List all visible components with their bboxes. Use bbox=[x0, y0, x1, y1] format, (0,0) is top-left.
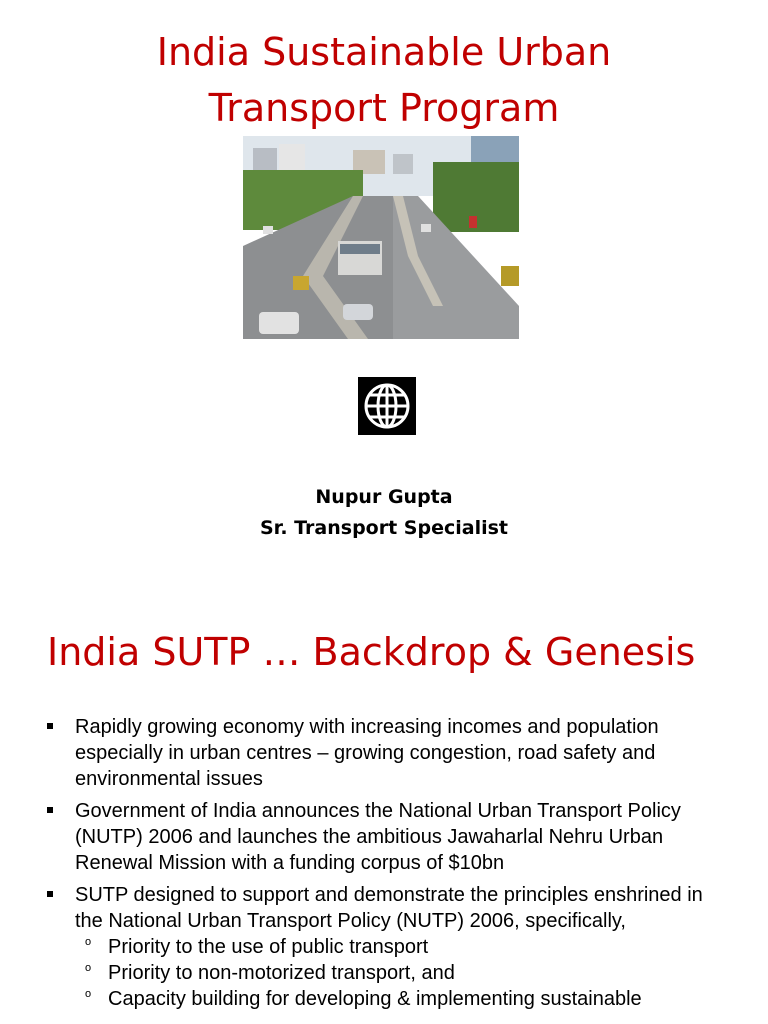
sub-bullet-item bbox=[47, 986, 727, 1012]
traffic-photo bbox=[243, 136, 519, 339]
bullet-text: SUTP designed to support and demonstrate the principles enshrined in the National Urban Transport Policy (NUTP) 2006, specifically, bbox=[75, 884, 703, 932]
circle-bullet-icon: o bbox=[85, 962, 92, 974]
section-title: India SUTP … Backdrop & Genesis bbox=[47, 630, 696, 674]
sub-bullet-item bbox=[47, 960, 727, 986]
author-name: Nupur Gupta bbox=[315, 486, 453, 508]
bullet-text: Government of India announces the National Urban Transport Policy (NUTP) 2006 and launches the ambitious Jawaharlal Nehru Urban Renewal Mission with a funding corpus of $10bn bbox=[75, 800, 681, 874]
traffic-photo-art bbox=[243, 136, 519, 339]
slide-title-line1: India Sustainable Urban bbox=[156, 30, 612, 74]
square-bullet-icon bbox=[47, 891, 53, 897]
author-role: Sr. Transport Specialist bbox=[260, 517, 508, 539]
sub-bullet-text: Priority to non-motorized transport, and bbox=[108, 962, 455, 984]
author-block bbox=[0, 482, 768, 544]
bullet-item bbox=[47, 882, 727, 934]
bullet-list bbox=[47, 714, 727, 1012]
slide-title bbox=[0, 24, 768, 136]
square-bullet-icon bbox=[47, 723, 53, 729]
world-bank-logo bbox=[358, 377, 416, 435]
bullet-item bbox=[47, 798, 727, 876]
sub-bullet-item bbox=[47, 934, 727, 960]
circle-bullet-icon: o bbox=[85, 936, 92, 948]
bullet-text: Rapidly growing economy with increasing incomes and population especially in urban centres – growing congestion, road safety and environmental issues bbox=[75, 716, 659, 790]
sub-bullet-text: Priority to the use of public transport bbox=[108, 936, 429, 958]
bullet-item bbox=[47, 714, 727, 792]
circle-bullet-icon: o bbox=[85, 988, 92, 1000]
slide-title-line2: Transport Program bbox=[208, 86, 560, 130]
globe-icon bbox=[358, 377, 416, 435]
sub-bullet-text: Capacity building for developing & implementing sustainable bbox=[108, 988, 642, 1010]
square-bullet-icon bbox=[47, 807, 53, 813]
